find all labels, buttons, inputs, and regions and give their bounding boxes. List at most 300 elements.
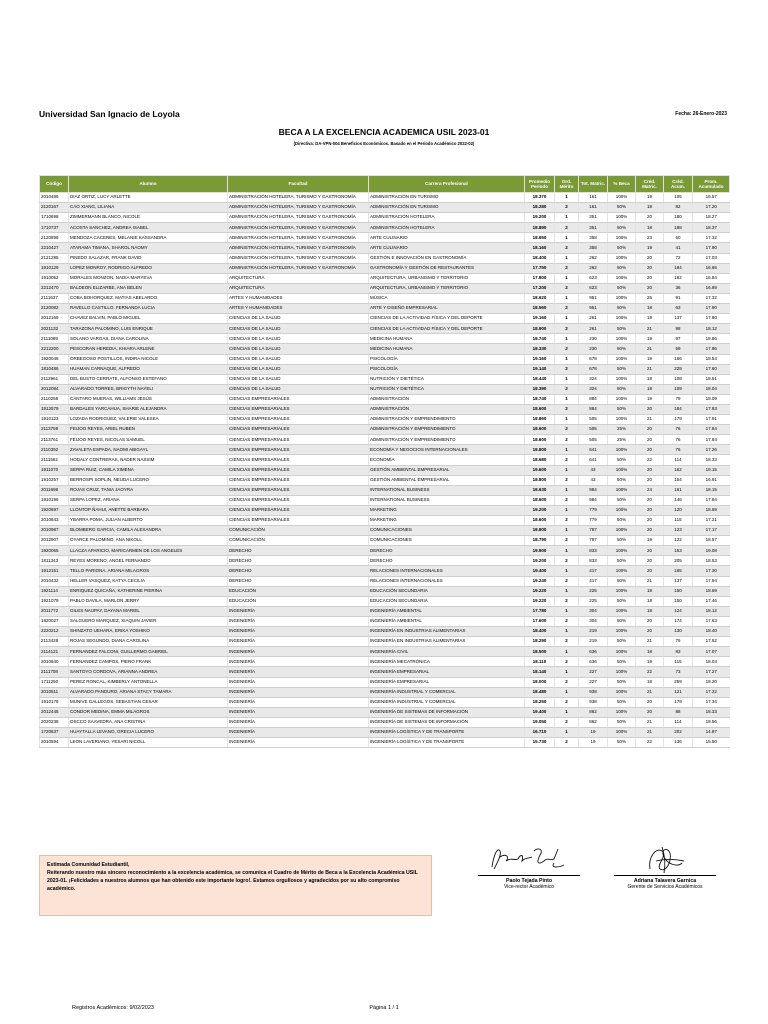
cell-creditos-matriculados: 22 xyxy=(636,738,664,748)
cell-codigo: 2212200 xyxy=(40,344,69,354)
cell-facultad: ARTES Y HUMANIDADES xyxy=(228,293,369,303)
cell-promedio-acumulado: 18.33 xyxy=(693,455,730,465)
cell-alumno: DIAZ ORTIZ, LUCY ARLETTE xyxy=(69,193,228,203)
cell-alumno: BLOMBERG GARCIA, CAMILA ALEXANDRA xyxy=(69,526,228,536)
table-row xyxy=(40,354,730,364)
cell-alumno: CHAVEZ BALVIN, PABLO MIGUEL xyxy=(69,314,228,324)
cell-promedio-periodo: 18.160 xyxy=(525,243,555,253)
cell-alumno: HUAMAN CARNAQUE, ALFREDO xyxy=(69,364,228,374)
cell-total-matriculados: 678 xyxy=(579,354,608,364)
cell-facultad: INGENIERÍA xyxy=(228,657,369,667)
cell-carrera: INGENIERÍA AMBIENTAL xyxy=(369,606,525,616)
cell-facultad: ARQUITECTURA xyxy=(228,283,369,293)
cell-creditos-matriculados: 19 xyxy=(636,354,664,364)
cell-promedio-acumulado: 17.20 xyxy=(693,203,730,213)
cell-facultad: INGENIERÍA xyxy=(228,667,369,677)
table-row xyxy=(40,273,730,283)
cell-porcentaje-beca: 50% xyxy=(608,556,636,566)
cell-facultad: INGENIERÍA xyxy=(228,627,369,637)
cell-promedio-acumulado: 17.34 xyxy=(693,697,730,707)
cell-promedio-acumulado: 18.15 xyxy=(693,485,730,495)
cell-codigo: 1910176 xyxy=(40,697,69,707)
cell-creditos-matriculados: 19 xyxy=(636,243,664,253)
cell-creditos-acumulados: 121 xyxy=(664,687,693,697)
cell-promedio-periodo: 18.390 xyxy=(525,384,555,394)
cell-carrera: INGENIERÍA EMPRESARIAL xyxy=(369,667,525,677)
cell-promedio-periodo: 19.400 xyxy=(525,566,555,576)
signature-block-vicerrector xyxy=(474,843,584,891)
cell-orden-merito: 1 xyxy=(555,334,579,344)
cell-carrera: NUTRICIÓN Y DIETÉTICA xyxy=(369,374,525,384)
cell-total-matriculados: 951 xyxy=(579,293,608,303)
cell-facultad: CIENCIAS EMPRESARIALES xyxy=(228,475,369,485)
cell-facultad: CIENCIAS EMPRESARIALES xyxy=(228,495,369,505)
cell-orden-merito: 2 xyxy=(555,616,579,626)
cell-carrera: NUTRICIÓN Y DIETÉTICA xyxy=(369,384,525,394)
cell-facultad: ADMINISTRACIÓN HOTELERA, TURISMO Y GASTRONOMÍA xyxy=(228,253,369,263)
table-row xyxy=(40,637,730,647)
cell-creditos-acumulados: 162 xyxy=(664,465,693,475)
cell-carrera: CIENCIAS DE LA ACTIVIDAD FÍSICA Y DEL DEPORTE xyxy=(369,324,525,334)
cell-promedio-acumulado: 17.91 xyxy=(693,415,730,425)
cell-total-matriculados: 417 xyxy=(579,566,608,576)
cell-total-matriculados: 623 xyxy=(579,283,608,293)
cell-porcentaje-beca: 100% xyxy=(608,253,636,263)
table-row xyxy=(40,314,730,324)
cell-promedio-acumulado: 17.60 xyxy=(693,364,730,374)
cell-total-matriculados: 779 xyxy=(579,505,608,515)
cell-orden-merito: 1 xyxy=(555,233,579,243)
cell-promedio-acumulado: 18.56 xyxy=(693,717,730,727)
cell-codigo: 2010987 xyxy=(40,526,69,536)
cell-creditos-matriculados: 18 xyxy=(636,223,664,233)
cell-promedio-periodo: 18.400 xyxy=(525,627,555,637)
cell-orden-merito: 2 xyxy=(555,223,579,233)
cell-creditos-matriculados: 21 xyxy=(636,687,664,697)
cell-codigo: 2020238 xyxy=(40,717,69,727)
signer-name: Adriana Talavera Garnica xyxy=(633,878,697,884)
cell-promedio-periodo: 17.750 xyxy=(525,263,555,273)
cell-total-matriculados: 787 xyxy=(579,536,608,546)
cell-creditos-matriculados: 26 xyxy=(636,293,664,303)
cell-promedio-acumulado: 16.57 xyxy=(693,193,730,203)
cell-total-matriculados: 862 xyxy=(579,707,608,717)
cell-porcentaje-beca: 100% xyxy=(608,334,636,344)
cell-porcentaje-beca: 50% xyxy=(608,697,636,707)
table-row xyxy=(40,677,730,687)
column-header-alumno: Alumno xyxy=(69,176,228,193)
cell-promedio-periodo: 16.710 xyxy=(525,727,555,737)
cell-promedio-periodo: 18.740 xyxy=(525,394,555,404)
cell-carrera: ECONOMÍA Y NEGOCIOS INTERNACIONALES xyxy=(369,445,525,455)
table-row xyxy=(40,627,730,637)
cell-facultad: DERECHO xyxy=(228,546,369,556)
cell-facultad: INGENIERÍA xyxy=(228,637,369,647)
cell-promedio-acumulado: 17.63 xyxy=(693,616,730,626)
cell-porcentaje-beca: 100% xyxy=(608,213,636,223)
cell-carrera: CIENCIAS DE LA ACTIVIDAD FÍSICA Y DEL DEPORTE xyxy=(369,314,525,324)
cell-porcentaje-beca: 50% xyxy=(608,657,636,667)
cell-codigo: 1910257 xyxy=(40,475,69,485)
table-header-row xyxy=(40,176,730,193)
table-row xyxy=(40,556,730,566)
cell-total-matriculados: 161 xyxy=(579,193,608,203)
cell-carrera: COMUNICACIONES xyxy=(369,536,525,546)
cell-alumno: BERROSPI SOPLIN, NEUDA LUCERO xyxy=(69,475,228,485)
cell-porcentaje-beca: 100% xyxy=(608,445,636,455)
cell-codigo: 1921114 xyxy=(40,586,69,596)
cell-facultad: CIENCIAS EMPRESARIALES xyxy=(228,445,369,455)
cell-codigo: 1910052 xyxy=(40,273,69,283)
cell-promedio-acumulado: 18.86 xyxy=(693,334,730,344)
cell-porcentaje-beca: 100% xyxy=(608,606,636,616)
cell-carrera: MEDICINA HUMANA xyxy=(369,344,525,354)
cell-creditos-acumulados: 150 xyxy=(664,596,693,606)
cell-orden-merito: 1 xyxy=(555,586,579,596)
table-row xyxy=(40,384,730,394)
cell-orden-merito: 2 xyxy=(555,556,579,566)
table-row xyxy=(40,283,730,293)
table-row xyxy=(40,344,730,354)
cell-carrera: ADMINISTRACIÓN EN TURISMO xyxy=(369,203,525,213)
cell-creditos-matriculados: 21 xyxy=(636,324,664,334)
cell-codigo: 2012907 xyxy=(40,536,69,546)
cell-promedio-acumulado: 18.12 xyxy=(693,606,730,616)
column-header-porcentaje-beca: % Beca xyxy=(608,176,636,193)
cell-promedio-acumulado: 18.12 xyxy=(693,324,730,334)
cell-promedio-periodo: 18.600 xyxy=(525,425,555,435)
cell-creditos-acumulados: 73 xyxy=(664,667,693,677)
cell-facultad: CIENCIAS EMPRESARIALES xyxy=(228,394,369,404)
cell-orden-merito: 2 xyxy=(555,324,579,334)
cell-total-matriculados: 227 xyxy=(579,677,608,687)
cell-total-matriculados: 884 xyxy=(579,404,608,414)
cell-facultad: CIENCIAS EMPRESARIALES xyxy=(228,455,369,465)
cell-facultad: ADMINISTRACIÓN HOTELERA, TURISMO Y GASTRONOMÍA xyxy=(228,233,369,243)
cell-alumno: ACOSTA SANCHEZ, ANDREA ISABEL xyxy=(69,223,228,233)
cell-creditos-matriculados: 20 xyxy=(636,697,664,707)
table-row xyxy=(40,586,730,596)
cell-creditos-matriculados: 20 xyxy=(636,465,664,475)
cell-total-matriculados: 43 xyxy=(579,465,608,475)
cell-carrera: INGENIERÍA LOGÍSTICA Y DE TRANSPORTE xyxy=(369,738,525,748)
cell-porcentaje-beca: 50% xyxy=(608,203,636,213)
table-row xyxy=(40,566,730,576)
cell-creditos-acumulados: 229 xyxy=(664,364,693,374)
cell-promedio-periodo: 18.800 xyxy=(525,475,555,485)
cell-codigo: 1920046 xyxy=(40,354,69,364)
table-row xyxy=(40,667,730,677)
cell-promedio-periodo: 18.560 xyxy=(525,304,555,314)
cell-facultad: CIENCIAS DE LA SALUD xyxy=(228,374,369,384)
cell-promedio-acumulado: 18.33 xyxy=(693,707,730,717)
cell-total-matriculados: 225 xyxy=(579,586,608,596)
cell-creditos-matriculados: 20 xyxy=(636,404,664,414)
cell-orden-merito: 2 xyxy=(555,455,579,465)
cell-promedio-periodo: 18.680 xyxy=(525,455,555,465)
cell-codigo: 2113759 xyxy=(40,425,69,435)
cell-creditos-matriculados: 23 xyxy=(636,233,664,243)
cell-creditos-matriculados: 20 xyxy=(636,445,664,455)
cell-orden-merito: 1 xyxy=(555,193,579,203)
signer-role: Gerente de Servicios Académicos xyxy=(627,884,703,890)
signature-line xyxy=(614,875,716,876)
cell-creditos-matriculados: 21 xyxy=(636,727,664,737)
table-row xyxy=(40,516,730,526)
cell-carrera: ADMINISTRACIÓN HOTELERA xyxy=(369,223,525,233)
university-name: Universidad San Ignacio de Loyola xyxy=(39,109,180,119)
cell-promedio-periodo: 19.400 xyxy=(525,707,555,717)
cell-creditos-acumulados: 79 xyxy=(664,394,693,404)
cell-porcentaje-beca: 50% xyxy=(608,616,636,626)
cell-porcentaje-beca: 25% xyxy=(608,435,636,445)
cell-creditos-matriculados: 20 xyxy=(636,566,664,576)
cell-facultad: CIENCIAS EMPRESARIALES xyxy=(228,516,369,526)
cell-creditos-matriculados: 20 xyxy=(636,495,664,505)
cell-porcentaje-beca: 100% xyxy=(608,314,636,324)
cell-carrera: ARQUITECTURA, URBANISMO Y TERRITORIO xyxy=(369,273,525,283)
cell-alumno: PESCORAN HEREDIA, KHIARA ARLENE xyxy=(69,344,228,354)
cell-creditos-matriculados: 20 xyxy=(636,627,664,637)
cell-facultad: CIENCIAS EMPRESARIALES xyxy=(228,465,369,475)
cell-porcentaje-beca: 50% xyxy=(608,677,636,687)
cell-creditos-matriculados: 18 xyxy=(636,374,664,384)
cell-promedio-periodo: 19.140 xyxy=(525,364,555,374)
cell-promedio-periodo: 19.900 xyxy=(525,546,555,556)
cell-alumno: ALVARADO TORRES, BRIGYTH NAYELI xyxy=(69,384,228,394)
cell-orden-merito: 1 xyxy=(555,465,579,475)
cell-alumno: RAVELLO CASTILLO, FERNANDA LUCIA xyxy=(69,304,228,314)
cell-orden-merito: 1 xyxy=(555,445,579,455)
cell-creditos-acumulados: 76 xyxy=(664,637,693,647)
cell-creditos-acumulados: 63 xyxy=(664,304,693,314)
cell-facultad: COMUNICACIÓN xyxy=(228,526,369,536)
table-row xyxy=(40,253,730,263)
cell-promedio-periodo: 19.160 xyxy=(525,354,555,364)
cell-promedio-acumulado: 18.53 xyxy=(693,556,730,566)
cell-porcentaje-beca: 50% xyxy=(608,304,636,314)
cell-creditos-acumulados: 182 xyxy=(664,273,693,283)
cell-creditos-acumulados: 76 xyxy=(664,425,693,435)
cell-creditos-matriculados: 18 xyxy=(636,647,664,657)
cell-creditos-matriculados: 21 xyxy=(636,364,664,374)
cell-creditos-acumulados: 114 xyxy=(664,455,693,465)
table-row xyxy=(40,293,730,303)
cell-carrera: INGENIERÍA EN INDUSTRIAS ALIMENTARIAS xyxy=(369,627,525,637)
table-row xyxy=(40,445,730,455)
cell-promedio-periodo: 19.200 xyxy=(525,505,555,515)
cell-orden-merito: 2 xyxy=(555,243,579,253)
cell-promedio-acumulado: 17.52 xyxy=(693,637,730,647)
cell-codigo: 2111089 xyxy=(40,334,69,344)
cell-creditos-acumulados: 165 xyxy=(664,566,693,576)
table-row xyxy=(40,536,730,546)
cell-alumno: CONDOR MEDINA, EMMA MILAGROS xyxy=(69,707,228,717)
cell-codigo: 1910123 xyxy=(40,415,69,425)
cell-creditos-matriculados: 18 xyxy=(636,203,664,213)
cell-alumno: HUAYTALLA LEVANO, GRECIA LUCERO xyxy=(69,727,228,737)
cell-porcentaje-beca: 100% xyxy=(608,394,636,404)
signer-name: Paolo Tejada Pinto xyxy=(505,878,553,884)
cell-promedio-acumulado: 17.90 xyxy=(693,304,730,314)
cell-orden-merito: 1 xyxy=(555,505,579,515)
cell-creditos-acumulados: 154 xyxy=(664,475,693,485)
cell-carrera: INGENIERÍA INDUSTRIAL Y COMERCIAL xyxy=(369,697,525,707)
cell-facultad: DERECHO xyxy=(228,556,369,566)
cell-orden-merito: 2 xyxy=(555,364,579,374)
cell-facultad: DERECHO xyxy=(228,566,369,576)
cell-total-matriculados: 304 xyxy=(579,616,608,626)
cell-total-matriculados: 351 xyxy=(579,213,608,223)
cell-codigo: 1911070 xyxy=(40,465,69,475)
cell-promedio-acumulado: 18.54 xyxy=(693,354,730,364)
cell-creditos-acumulados: 88 xyxy=(664,707,693,717)
cell-carrera: INGENIERÍA EN INDUSTRIAS ALIMENTARIAS xyxy=(369,637,525,647)
cell-creditos-acumulados: 60 xyxy=(664,233,693,243)
cell-promedio-periodo: 18.140 xyxy=(525,667,555,677)
cell-orden-merito: 1 xyxy=(555,526,579,536)
cell-porcentaje-beca: 50% xyxy=(608,495,636,505)
cell-total-matriculados: 324 xyxy=(579,374,608,384)
cell-creditos-matriculados: 20 xyxy=(636,505,664,515)
cell-creditos-acumulados: 115 xyxy=(664,657,693,667)
cell-promedio-acumulado: 18.37 xyxy=(693,223,730,233)
cell-orden-merito: 2 xyxy=(555,516,579,526)
cell-porcentaje-beca: 50% xyxy=(608,717,636,727)
cell-total-matriculados: 833 xyxy=(579,546,608,556)
cell-creditos-acumulados: 184 xyxy=(664,404,693,414)
cell-facultad: ARQUITECTURA xyxy=(228,273,369,283)
cell-promedio-periodo: 18.630 xyxy=(525,485,555,495)
cell-promedio-periodo: 19.160 xyxy=(525,314,555,324)
cell-alumno: LOZADA RODRIGUEZ, VALERIE VALESKA xyxy=(69,415,228,425)
cell-creditos-acumulados: 72 xyxy=(664,253,693,263)
cell-porcentaje-beca: 100% xyxy=(608,374,636,384)
cell-porcentaje-beca: 100% xyxy=(608,354,636,364)
cell-porcentaje-beca: 50% xyxy=(608,536,636,546)
cell-carrera: INGENIERÍA INDUSTRIAL Y COMERCIAL xyxy=(369,687,525,697)
cell-codigo: 1910129 xyxy=(40,263,69,273)
cell-codigo: 2113428 xyxy=(40,637,69,647)
cell-orden-merito: 1 xyxy=(555,667,579,677)
cell-creditos-matriculados: 21 xyxy=(636,717,664,727)
cell-creditos-matriculados: 20 xyxy=(636,616,664,626)
cell-codigo: 1711250 xyxy=(40,677,69,687)
cell-carrera: INGENIERÍA DE SISTEMAS DE INFORMACIÓN xyxy=(369,707,525,717)
cell-codigo: 2220212 xyxy=(40,627,69,637)
cell-porcentaje-beca: 50% xyxy=(608,738,636,748)
cell-alumno: TARAZONA PALOMINO, LUIS ENRIQUE xyxy=(69,324,228,334)
cell-porcentaje-beca: 100% xyxy=(608,546,636,556)
cell-orden-merito: 1 xyxy=(555,415,579,425)
cell-orden-merito: 1 xyxy=(555,253,579,263)
cell-alumno: ALVARADO PANDURO, ARIANA STACY TAMARA xyxy=(69,687,228,697)
footer-registros: Registros Académicos: 9/02/2023 xyxy=(72,1005,154,1011)
cell-promedio-periodo: 18.600 xyxy=(525,404,555,414)
cell-promedio-acumulado: 18.40 xyxy=(693,627,730,637)
cell-total-matriculados: 230 xyxy=(579,334,608,344)
column-header-total-matriculados: Tot. Matric. xyxy=(579,176,608,193)
cell-alumno: PABLO DAVILA, MARLON JERRY xyxy=(69,596,228,606)
cell-promedio-acumulado: 16.65 xyxy=(693,263,730,273)
cell-codigo: 1912151 xyxy=(40,566,69,576)
table-row xyxy=(40,455,730,465)
cell-promedio-periodo: 18.440 xyxy=(525,374,555,384)
cell-creditos-acumulados: 115 xyxy=(664,516,693,526)
cell-facultad: CIENCIAS DE LA SALUD xyxy=(228,314,369,324)
cell-codigo: 1921079 xyxy=(40,596,69,606)
cell-facultad: INGENIERÍA xyxy=(228,687,369,697)
cell-creditos-matriculados: 19 xyxy=(636,657,664,667)
cell-codigo: 1710737 xyxy=(40,223,69,233)
cell-orden-merito: 2 xyxy=(555,404,579,414)
cell-creditos-acumulados: 108 xyxy=(664,374,693,384)
cell-codigo: 2010432 xyxy=(40,576,69,586)
cell-promedio-periodo: 19.600 xyxy=(525,465,555,475)
cell-promedio-periodo: 17.200 xyxy=(525,283,555,293)
cell-alumno: ATARAMA TIMANA, SHAROL NAOMY xyxy=(69,243,228,253)
column-header-codigo: Código xyxy=(40,176,69,193)
cell-total-matriculados: 304 xyxy=(579,606,608,616)
table-row xyxy=(40,727,730,737)
cell-orden-merito: 1 xyxy=(555,707,579,717)
cell-codigo: 2112961 xyxy=(40,374,69,384)
cell-alumno: TELLO PARIONA, ARIANA MILAGROS xyxy=(69,566,228,576)
cell-carrera: DERECHO xyxy=(369,556,525,566)
cell-promedio-periodo: 18.600 xyxy=(525,516,555,526)
cell-promedio-acumulado: 17.93 xyxy=(693,404,730,414)
cell-creditos-acumulados: 137 xyxy=(664,314,693,324)
cell-carrera: ARTE Y DISEÑO EMPRESARIAL xyxy=(369,304,525,314)
cell-total-matriculados: 505 xyxy=(579,435,608,445)
cell-creditos-acumulados: 82 xyxy=(664,203,693,213)
cell-creditos-matriculados: 18 xyxy=(636,586,664,596)
cell-carrera: ADMINISTRACIÓN xyxy=(369,394,525,404)
cell-promedio-periodo: 18.290 xyxy=(525,637,555,647)
cell-promedio-periodo: 18.280 xyxy=(525,203,555,213)
cell-facultad: INGENIERÍA xyxy=(228,606,369,616)
cell-carrera: COMUNICACIONES xyxy=(369,526,525,536)
cell-carrera: ADMINISTRACIÓN Y EMPRENDIMIENTO xyxy=(369,415,525,425)
cell-porcentaje-beca: 50% xyxy=(608,263,636,273)
cell-total-matriculados: 641 xyxy=(579,445,608,455)
cell-porcentaje-beca: 50% xyxy=(608,283,636,293)
cell-alumno: SANTOYO CORDOVA, ARIANNA ANDREA xyxy=(69,667,228,677)
cell-total-matriculados: 951 xyxy=(579,304,608,314)
table-row xyxy=(40,394,730,404)
cell-facultad: INGENIERÍA xyxy=(228,717,369,727)
cell-facultad: CIENCIAS DE LA SALUD xyxy=(228,344,369,354)
table-row xyxy=(40,546,730,556)
cell-promedio-periodo: 18.890 xyxy=(525,223,555,233)
cell-total-matriculados: 636 xyxy=(579,657,608,667)
cell-codigo: 2010843 xyxy=(40,516,69,526)
cell-codigo: 2111637 xyxy=(40,293,69,303)
cell-creditos-matriculados: 20 xyxy=(636,707,664,717)
cell-creditos-matriculados: 21 xyxy=(636,576,664,586)
cell-creditos-acumulados: 124 xyxy=(664,606,693,616)
cell-total-matriculados: 161 xyxy=(579,203,608,213)
table-row xyxy=(40,657,730,667)
cell-carrera: EDUCACIÓN SECUNDARIA xyxy=(369,596,525,606)
cell-promedio-acumulado: 18.57 xyxy=(693,536,730,546)
table-row xyxy=(40,495,730,505)
cell-alumno: SHINZATO UEHARA, ERIKA YOSHIKO xyxy=(69,627,228,637)
cell-creditos-matriculados: 20 xyxy=(636,475,664,485)
cell-alumno: FEIJOO REYES, ARIEL RUBEN xyxy=(69,425,228,435)
table-row xyxy=(40,606,730,616)
table-row xyxy=(40,738,730,748)
